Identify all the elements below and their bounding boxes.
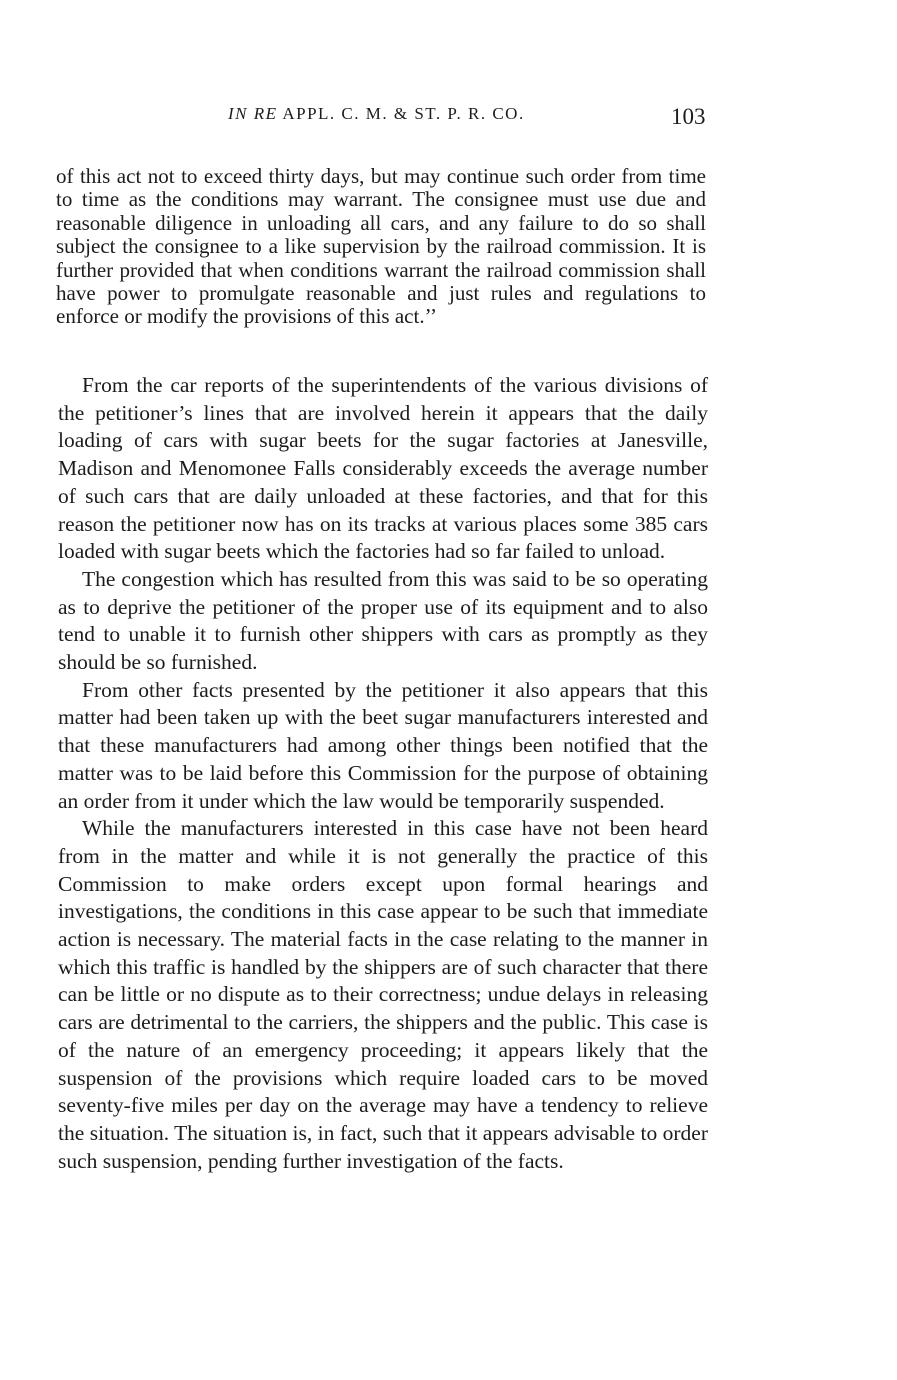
running-head-case-prefix: IN RE <box>228 104 278 123</box>
body-text <box>58 372 708 1175</box>
paragraph-other-facts: From other facts presented by the petitioner it also appears that this matter had been taken up with the beet sugar manufacturers interested and that these manufacturers had among other things been notified that the matter was to be laid before this Commission for the purpose of obtaining an order from it under which the law would be temporarily suspended. <box>58 677 708 813</box>
paragraph-emergency-order: While the manufacturers interested in this case have not been heard from in the matter and while it is not generally the practice of this Commission to make orders except upon formal hearings and investigations, the conditions in this case appear to be such that immediate action is necessary. The material facts in the case relating to the manner in which this traffic is handled by the shippers are of such character that there can be little or no dispute as to their correctness; undue delays in releasing cars are detrimental to the carriers, the shippers and the public. This case is of the nature of an emergency proceeding; it appears likely that the suspension of the provisions which require loaded cars to be moved seventy-five miles per day on the average may have a tendency to relieve the situation. The situation is, in fact, such that it appears advisable to order such suspension, pending further investigation of the facts. <box>58 816 708 1173</box>
quoted-statute-continuation: of this act not to exceed thirty days, but may continue such order from time to time as the conditions may warrant. The consignee must use due and reasonable diligence in unloading all cars, and any failure to do so shall subject the consignee to a like supervision by the railroad commission. It is further provided that when conditions warrant the railroad commission shall have power to promulgate reasonable and just rules and regulations to enforce or modify the provisions of this act.’’ <box>56 164 706 329</box>
page-number: 103 <box>671 104 706 129</box>
paragraph-congestion: The congestion which has resulted from this was said to be so operating as to deprive the petitioner of the proper use of its equipment and to also tend to unable it to furnish other shippers with cars as promptly as they should be so furnished. <box>58 566 708 675</box>
running-head-case-title: APPL. C. M. & ST. P. R. CO. <box>277 104 525 123</box>
paragraph-car-reports: From the car reports of the superintendents of the various divisions of the petitioner’s lines that are involved herein it appears that the daily loading of cars with sugar beets for the sugar factories at Janesville, Madison and Menomonee Falls considerably exceeds the average number of such cars that are daily unloaded at these factories, and that for this reason the petitioner now has on its tracks at various places some 385 cars loaded with sugar beets which the factories had so far failed to unload. <box>58 373 708 564</box>
running-head <box>228 104 525 124</box>
